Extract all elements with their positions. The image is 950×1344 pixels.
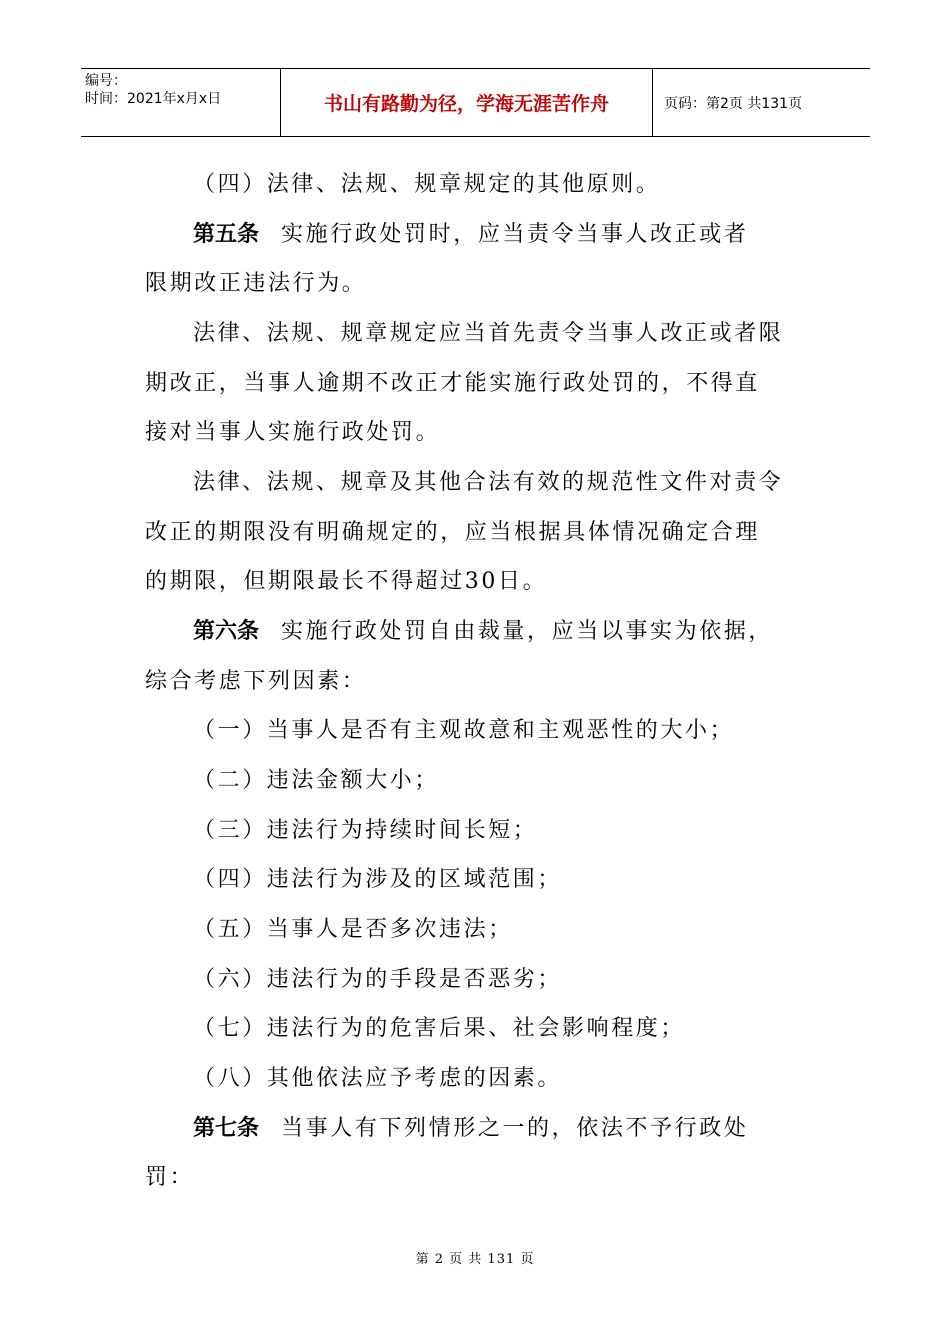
list-item: （二）违法金额大小； — [193, 768, 440, 793]
page-footer: 第 2 页 共 131 页 — [415, 1252, 535, 1267]
header-meta — [81, 69, 281, 136]
body-line: 实施行政处罚时，应当责令当事人改正或者 — [281, 222, 749, 247]
list-item: （五）当事人是否多次违法； — [193, 917, 513, 942]
list-item: （八）其他依法应予考虑的因素。 — [193, 1066, 563, 1091]
number-label: 编号： — [85, 73, 127, 89]
article-5-title: 第五条 — [193, 222, 260, 247]
body-line: 罚： — [145, 1165, 195, 1190]
time-label: 时间：2021年x月x日 — [85, 91, 222, 107]
article-6-line — [193, 617, 773, 647]
body-line: 的期限，但期限最长不得超过30日。 — [145, 569, 548, 594]
body-line: 实施行政处罚自由裁量，应当以事实为依据， — [281, 619, 774, 644]
article-7-title: 第七条 — [193, 1116, 260, 1141]
article-5-line — [193, 220, 748, 250]
article-7-line — [193, 1114, 748, 1144]
article-6-title: 第六条 — [193, 619, 260, 644]
list-item: （三）违法行为持续时间长短； — [193, 818, 538, 843]
page-header — [81, 68, 870, 137]
body-line: 限期改正违法行为。 — [145, 271, 367, 296]
list-item: （七）违法行为的危害后果、社会影响程度； — [193, 1016, 686, 1041]
body-line: 法律、法规、规章规定应当首先责令当事人改正或者限 — [193, 321, 784, 346]
list-item: （六）违法行为的手段是否恶劣； — [193, 967, 563, 992]
header-page-info: 页码：第2页 共131页 — [664, 95, 803, 112]
list-item: （四）违法行为涉及的区域范围； — [193, 867, 563, 892]
header-motto: 书山有路勤为径，学海无涯苦作舟 — [281, 69, 653, 136]
body-line: 接对当事人实施行政处罚。 — [145, 420, 441, 445]
body-line: （四）法律、法规、规章规定的其他原则。 — [193, 172, 661, 197]
list-item: （一）当事人是否有主观故意和主观恶性的大小； — [193, 718, 735, 743]
body-line: 改正的期限没有明确规定的，应当根据具体情况确定合理 — [145, 520, 761, 545]
body-line: 期改正，当事人逾期不改正才能实施行政处罚的，不得直 — [145, 371, 761, 396]
body-line: 法律、法规、规章及其他合法有效的规范性文件对责令 — [193, 470, 784, 495]
body-line: 综合考虑下列因素： — [145, 669, 367, 694]
body-line: 当事人有下列情形之一的，依法不予行政处 — [281, 1116, 749, 1141]
